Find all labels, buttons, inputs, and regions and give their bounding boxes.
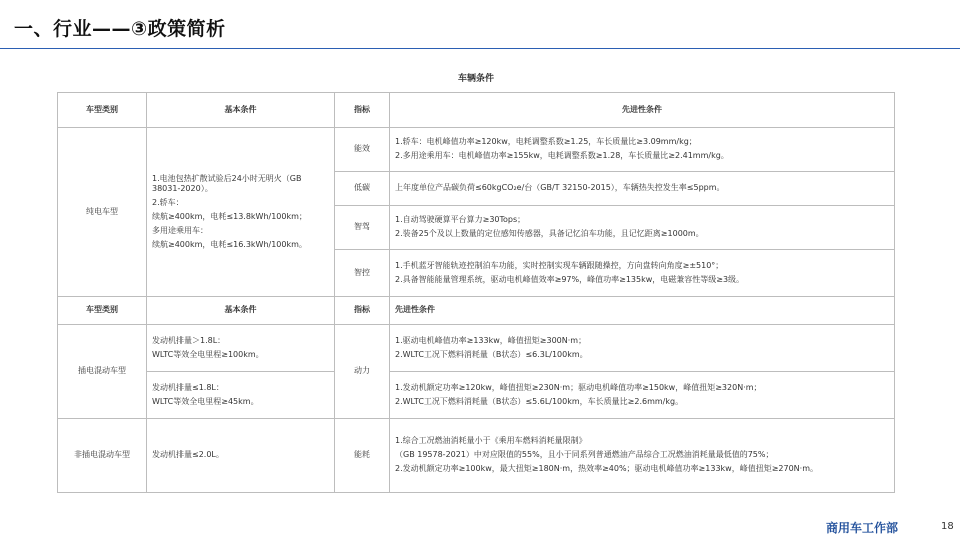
slide-title: 一、行业——③政策简析 bbox=[14, 18, 226, 40]
condition-line: 1.自动驾驶硬算平台算力≥30Tops； bbox=[395, 215, 526, 225]
indicator-low-carbon: 低碳 bbox=[335, 172, 390, 206]
footer-brand: 商用车工作部 bbox=[826, 521, 899, 535]
phev-basic-line: 发动机排量≤1.8L： bbox=[152, 382, 224, 392]
header-vehicle-type: 车型类别 bbox=[58, 93, 147, 128]
phev-basic-conditions bbox=[147, 372, 335, 419]
bev-basic-line: 续航≥400km，电耗≤13.8kWh/100km； bbox=[152, 212, 307, 221]
indicator-smart-control: 智控 bbox=[335, 250, 390, 297]
condition-line: 1.发动机额定功率≥120kw，峰值扭矩≥230N·m；驱动电机峰值功率≥150kw，峰值扭矩≥320N·m； bbox=[395, 382, 762, 392]
condition-line: 2.多用途乘用车：电机峰值功率≥155kw，电耗调整系数≥1.28，车长质量比≥2.41mm/kg。 bbox=[395, 151, 729, 160]
advanced-conditions-cell bbox=[390, 172, 895, 206]
table-row bbox=[58, 372, 895, 419]
vehicle-conditions-table bbox=[57, 66, 894, 498]
page-number: 18 bbox=[941, 521, 954, 532]
condition-line: 1.综合工况燃油消耗量小于《乘用车燃料消耗量限制》 bbox=[395, 436, 587, 446]
table-row bbox=[58, 325, 895, 372]
advanced-conditions-cell bbox=[390, 372, 895, 419]
header-row-2 bbox=[58, 297, 895, 325]
header-indicator: 指标 bbox=[335, 93, 390, 128]
vehicle-type-phev: 插电混动车型 bbox=[58, 325, 147, 419]
table-row bbox=[58, 419, 895, 493]
bev-basic-line: 多用途乘用车： bbox=[152, 225, 208, 235]
header-advanced-conditions: 先进性条件 bbox=[390, 93, 895, 128]
condition-line: 2.具备智能能量管理系统，驱动电机峰值效率≥97%，峰值功率≥135kw，电磁兼容性等级≥3级。 bbox=[395, 274, 745, 284]
table-row bbox=[58, 128, 895, 172]
advanced-conditions-cell bbox=[390, 206, 895, 250]
bev-basic-line: 1.电池包热扩散试验后24小时无明火（GB 38031-2020）。 bbox=[152, 173, 302, 194]
title-divider bbox=[0, 48, 960, 49]
advanced-conditions-cell bbox=[390, 128, 895, 172]
header-basic-conditions: 基本条件 bbox=[147, 93, 335, 128]
advanced-conditions-cell bbox=[390, 250, 895, 297]
advanced-conditions-cell bbox=[390, 325, 895, 372]
bev-basic-line: 2.轿车： bbox=[152, 198, 184, 208]
header-vehicle-type: 车型类别 bbox=[58, 297, 147, 325]
condition-line: 2.装备25个及以上数量的定位感知传感器，具备记忆泊车功能，且记忆距离≥1000m。 bbox=[395, 229, 704, 238]
condition-line: 2.WLTC工况下燃料消耗量（B状态）≤5.6L/100km，车长质量比≥2.6mm/kg。 bbox=[395, 396, 684, 406]
bev-basic-line: 续航≥400km，电耗≤16.3kWh/100km。 bbox=[152, 239, 307, 249]
indicator-smart-driving: 智驾 bbox=[335, 206, 390, 250]
indicator-energy-efficiency: 能效 bbox=[335, 128, 390, 172]
nonplug-basic-line: 发动机排量≤2.0L。 bbox=[152, 450, 224, 460]
table-caption: 车辆条件 bbox=[58, 66, 895, 93]
condition-line: 1.驱动电机峰值功率≥133kw，峰值扭矩≥300N·m； bbox=[395, 335, 587, 345]
phev-basic-line: 发动机排量＞1.8L： bbox=[152, 335, 226, 345]
bev-basic-conditions bbox=[147, 128, 335, 297]
vehicle-type-non-plug-hybrid: 非插电混动车型 bbox=[58, 419, 147, 493]
header-row bbox=[58, 93, 895, 128]
vehicle-type-bev: 纯电车型 bbox=[58, 128, 147, 297]
header-basic-conditions: 基本条件 bbox=[147, 297, 335, 325]
indicator-energy-consumption: 能耗 bbox=[335, 419, 390, 493]
header-advanced-conditions: 先进性条件 bbox=[390, 297, 895, 325]
condition-line: 1.轿车：电机峰值功率≥120kw，电耗调整系数≥1.25，车长质量比≥3.09mm/kg； bbox=[395, 137, 697, 147]
nonplug-basic-conditions bbox=[147, 419, 335, 493]
condition-line: 上年度单位产品碳负荷≤60kgCO₂e/台（GB/T 32150-2015），车辆热失控发生率≤5ppm。 bbox=[395, 183, 725, 193]
phev-basic-line: WLTC等效全电里程≥45km。 bbox=[152, 396, 259, 406]
phev-basic-line: WLTC等效全电里程≥100km。 bbox=[152, 349, 264, 359]
advanced-conditions-cell bbox=[390, 419, 895, 493]
condition-line: 2.WLTC工况下燃料消耗量（B状态）≤6.3L/100km。 bbox=[395, 349, 588, 359]
header-indicator: 指标 bbox=[335, 297, 390, 325]
phev-basic-conditions bbox=[147, 325, 335, 372]
condition-line: 2.发动机额定功率≥100kw，最大扭矩≥180N·m，热效率≥40%；驱动电机峰值功率≥133kw，峰值扭矩≥270N·m。 bbox=[395, 463, 818, 473]
condition-line: （GB 19578-2021）中对应限值的55%，且小于同系列普通燃油产品综合工况燃油消耗量最低值的75%； bbox=[395, 450, 774, 460]
condition-line: 1.手机蓝牙智能轨迹控制泊车功能，实时控制实现车辆跟随操控，方向盘转向角度≥±510°； bbox=[395, 260, 724, 270]
indicator-power: 动力 bbox=[335, 325, 390, 419]
